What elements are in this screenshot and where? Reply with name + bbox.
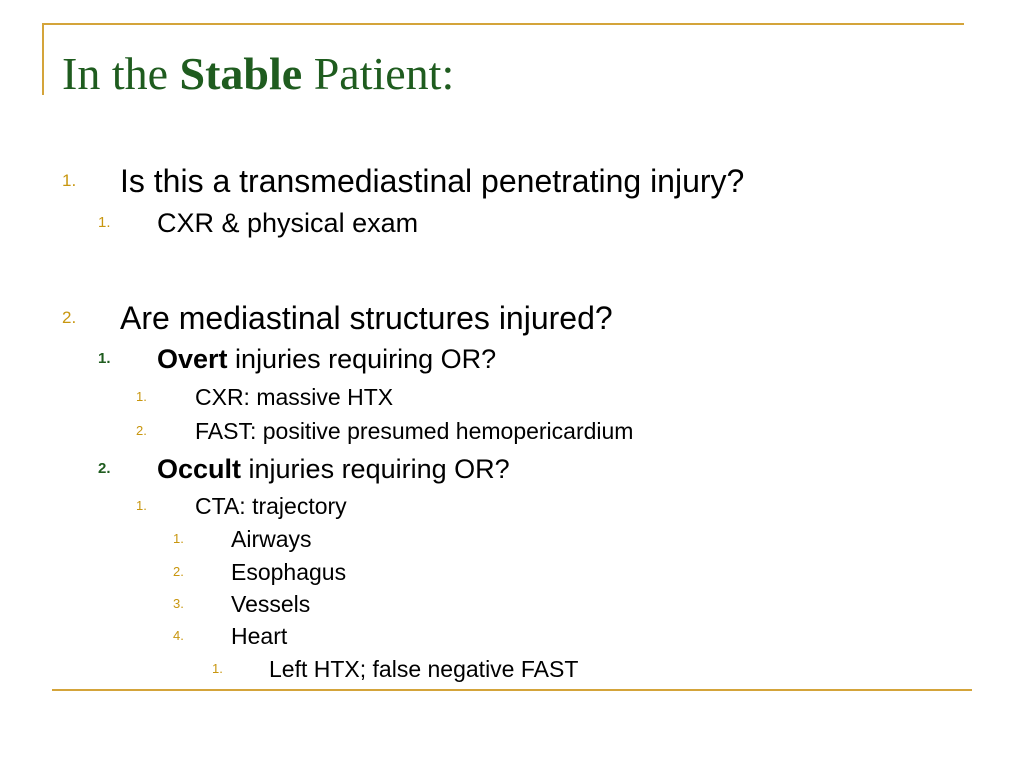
item-text: Airways — [231, 526, 312, 552]
item-text: Heart — [231, 623, 288, 649]
top-rule — [42, 23, 964, 25]
item-number: 1. — [98, 350, 111, 367]
item-text: Esophagus — [231, 559, 347, 585]
item-text: CXR & physical exam — [157, 208, 419, 238]
item-text: FAST: positive presumed hemopericardium — [195, 418, 634, 444]
item-number: 3. — [173, 596, 184, 611]
item-number: 2. — [98, 460, 111, 477]
item-text: CTA: trajectory — [195, 493, 347, 519]
title-emphasis: Stable — [179, 48, 303, 99]
item-number: 1. — [173, 531, 184, 546]
bottom-rule — [52, 689, 972, 691]
item-number: 1. — [62, 171, 77, 190]
item-emphasis: Occult — [157, 454, 242, 484]
item-text — [157, 343, 496, 375]
item-number: 4. — [173, 628, 184, 643]
item-number: 1. — [136, 389, 147, 404]
item-number: 1. — [212, 661, 223, 676]
item-emphasis: Overt — [157, 344, 228, 374]
slide-title — [62, 44, 454, 104]
item-text — [157, 453, 510, 485]
item-number: 1. — [98, 214, 111, 231]
item-rest: injuries requiring OR? — [241, 454, 510, 484]
item-text: Is this a transmediastinal penetrating injury? — [120, 163, 745, 199]
item-number: 1. — [136, 498, 147, 513]
item-text: CXR: massive HTX — [195, 384, 394, 410]
item-text: Vessels — [231, 591, 311, 617]
left-rule — [42, 23, 44, 95]
item-number: 2. — [136, 423, 147, 438]
title-suffix: Patient: — [302, 48, 455, 99]
item-number: 2. — [62, 308, 77, 327]
item-number: 2. — [173, 564, 184, 579]
title-prefix: In the — [62, 48, 180, 99]
item-text: Left HTX; false negative FAST — [269, 656, 579, 682]
item-rest: injuries requiring OR? — [227, 344, 497, 374]
item-text: Are mediastinal structures injured? — [120, 300, 613, 336]
